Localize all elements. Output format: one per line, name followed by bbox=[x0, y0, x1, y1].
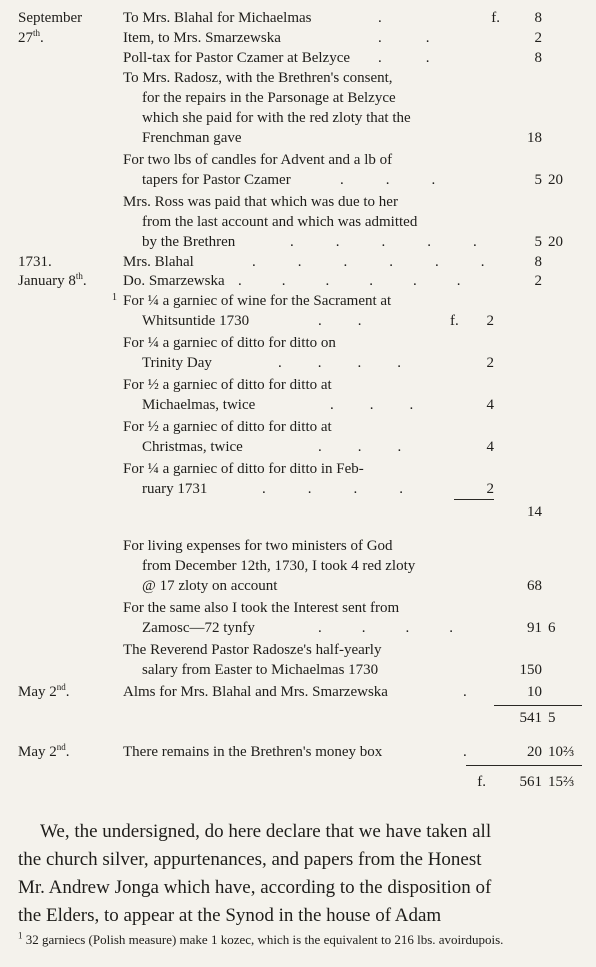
paragraph-line: We, the undersigned, do here declare that we have taken all bbox=[40, 821, 492, 842]
leader-dots: . bbox=[463, 744, 467, 760]
wine-subtotal-rule bbox=[454, 499, 494, 500]
wine-entry-line: For ½ a garniec of ditto for ditto at bbox=[123, 377, 332, 393]
entry-date: January 8th. bbox=[18, 271, 87, 289]
entry-date: 1731. bbox=[18, 254, 52, 270]
florin-mark: f. bbox=[491, 10, 500, 26]
wine-entry-line: For ½ a garniec of ditto for ditto at bbox=[123, 419, 332, 435]
entry-description: Item, to Mrs. Smarzewska bbox=[123, 30, 281, 46]
subtotal-amount: 541 bbox=[519, 710, 542, 726]
entry-description: Mrs. Ross was paid that which was due to her bbox=[123, 194, 398, 210]
wine-total: 14 bbox=[527, 504, 542, 520]
entry-description: @ 17 zloty on account bbox=[142, 578, 278, 594]
subtotal-amount-minor: 5 bbox=[548, 710, 556, 726]
leader-dots: .... bbox=[262, 481, 445, 497]
wine-amount: 2 bbox=[486, 355, 494, 371]
entry-amount: 8 bbox=[534, 50, 542, 66]
leader-dots: ...... bbox=[238, 273, 501, 289]
entry-description: Frenchman gave bbox=[142, 130, 242, 146]
leader-dots: .. bbox=[378, 30, 474, 46]
wine-entry-line: ruary 1731 bbox=[142, 481, 208, 497]
entry-description: For two lbs of candles for Advent and a lb of bbox=[123, 152, 393, 168]
entry-description: The Reverend Pastor Radosze's half-yearly bbox=[123, 642, 382, 658]
leader-dots: ...... bbox=[252, 254, 527, 270]
wine-entry-line: For ¼ a garniec of wine for the Sacrament at bbox=[123, 293, 392, 309]
wine-amount: 2 bbox=[486, 313, 494, 329]
entry-description: To Mrs. Blahal for Michaelmas bbox=[123, 10, 312, 26]
entry-date: September bbox=[18, 10, 83, 26]
entry-description: Do. Smarzewska bbox=[123, 273, 225, 289]
footnote-marker: 1 bbox=[18, 930, 23, 941]
entry-description: Alms for Mrs. Blahal and Mrs. Smarzewska bbox=[123, 684, 388, 700]
subtotal-rule bbox=[494, 705, 582, 706]
footnote bbox=[18, 930, 583, 949]
entry-description: Mrs. Blahal bbox=[123, 254, 194, 270]
grand-total-amount-minor: 15⅔ bbox=[548, 774, 575, 790]
wine-entry-line: For ¼ a garniec of ditto for ditto in Feb- bbox=[123, 461, 364, 477]
entry-description: There remains in the Brethren's money box bbox=[123, 744, 383, 760]
entry-description: which she paid for with the red zloty that the bbox=[142, 110, 411, 126]
entry-date: May 2nd. bbox=[18, 742, 70, 760]
entry-amount-minor: 20 bbox=[548, 172, 563, 188]
leader-dots: .. bbox=[318, 313, 398, 329]
entry-amount: 2 bbox=[534, 273, 542, 289]
footnote-marker: 1 bbox=[112, 292, 117, 303]
entry-amount: 91 bbox=[527, 620, 542, 636]
entry-description: For living expenses for two ministers of God bbox=[123, 538, 393, 554]
entry-amount: 8 bbox=[534, 10, 542, 26]
entry-description: for the repairs in the Parsonage at Belzyce bbox=[142, 90, 396, 106]
entry-description: tapers for Pastor Czamer bbox=[142, 172, 291, 188]
wine-entry-line: Whitsuntide 1730 bbox=[142, 313, 250, 329]
entry-description: To Mrs. Radosz, with the Brethren's consent, bbox=[123, 70, 393, 86]
entry-description: For the same also I took the Interest sent from bbox=[123, 600, 400, 616]
florin-mark: f. bbox=[450, 313, 459, 329]
entry-amount: 10 bbox=[527, 684, 542, 700]
entry-amount-minor: 20 bbox=[548, 234, 563, 250]
entry-amount: 5 bbox=[534, 234, 542, 250]
entry-description: Poll-tax for Pastor Czamer at Belzyce bbox=[123, 50, 351, 66]
leader-dots: .... bbox=[278, 355, 437, 371]
wine-amount: 4 bbox=[486, 397, 494, 413]
entry-amount: 2 bbox=[534, 30, 542, 46]
entry-amount: 18 bbox=[527, 130, 542, 146]
entry-description: Zamosc—72 tynfy bbox=[142, 620, 255, 636]
entry-amount: 8 bbox=[534, 254, 542, 270]
leader-dots: . bbox=[378, 10, 382, 26]
footnote-text: 32 garniecs (Polish measure) make 1 kozec, which is the equivalent to 216 lbs. avoirdupois. bbox=[25, 932, 504, 947]
entry-description: from December 12th, 1730, I took 4 red zloty bbox=[142, 558, 416, 574]
florin-mark: f. bbox=[477, 774, 486, 790]
total-rule bbox=[466, 765, 582, 766]
leader-dots: .... bbox=[318, 620, 493, 636]
entry-description: by the Brethren bbox=[142, 234, 236, 250]
leader-dots: ... bbox=[330, 397, 450, 413]
leader-dots: ... bbox=[318, 439, 438, 455]
entry-amount: 150 bbox=[519, 662, 542, 678]
paragraph-line: the church silver, appurtenances, and papers from the Honest bbox=[18, 849, 482, 870]
entry-amount: 68 bbox=[527, 578, 542, 594]
wine-amount: 4 bbox=[486, 439, 494, 455]
paragraph-line: the Elders, to appear at the Synod in the house of Adam bbox=[18, 905, 442, 926]
entry-amount: 5 bbox=[534, 172, 542, 188]
entry-amount-minor: 10⅔ bbox=[548, 744, 575, 760]
wine-entry-line: Trinity Day bbox=[142, 355, 212, 371]
entry-description: salary from Easter to Michaelmas 1730 bbox=[142, 662, 379, 678]
entry-date: 27th. bbox=[18, 28, 44, 46]
leader-dots: ... bbox=[340, 172, 478, 188]
entry-amount: 20 bbox=[527, 744, 542, 760]
wine-entry-line: Christmas, twice bbox=[142, 439, 243, 455]
wine-amount: 2 bbox=[486, 481, 494, 497]
wine-entry-line: For ¼ a garniec of ditto for ditto on bbox=[123, 335, 336, 351]
paragraph-line: Mr. Andrew Jonga which have, according to the disposition of bbox=[18, 877, 492, 898]
leader-dots: . bbox=[463, 684, 467, 700]
wine-entry-line: Michaelmas, twice bbox=[142, 397, 256, 413]
entry-description: from the last account and which was admitted bbox=[142, 214, 418, 230]
entry-date: May 2nd. bbox=[18, 682, 70, 700]
leader-dots: .. bbox=[378, 50, 474, 66]
entry-amount-minor: 6 bbox=[548, 620, 556, 636]
leader-dots: ..... bbox=[290, 234, 519, 250]
grand-total-amount: 561 bbox=[519, 774, 542, 790]
